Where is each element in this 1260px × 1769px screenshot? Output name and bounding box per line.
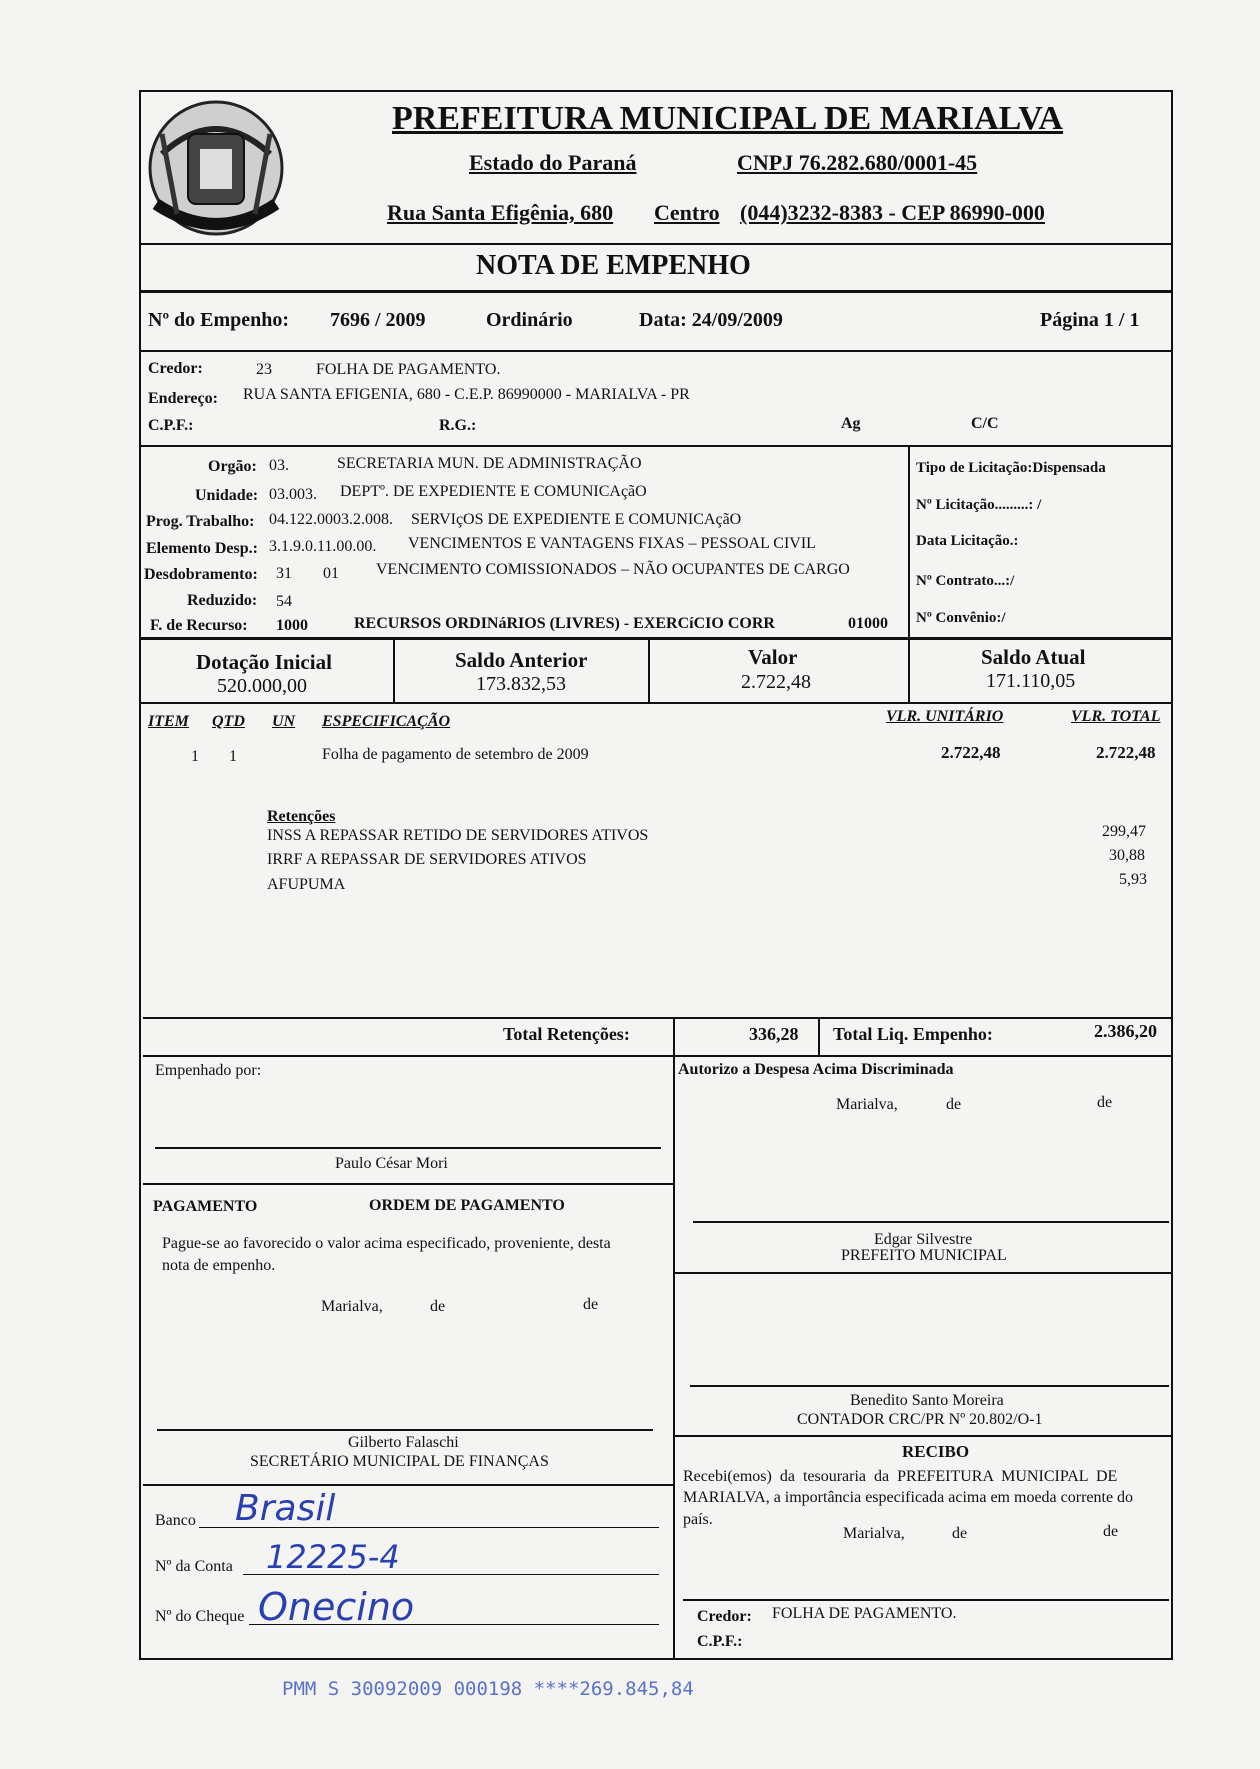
total-liq-value: 2.386,20: [1094, 1021, 1157, 1041]
de-label: de: [952, 1525, 968, 1542]
total-liq-label: Total Liq. Empenho:: [833, 1024, 993, 1044]
divider: [143, 1484, 675, 1486]
saldo-anterior-value: 173.832,53: [476, 673, 566, 695]
divider: [139, 637, 1171, 640]
credor-name: FOLHA DE PAGAMENTO.: [316, 361, 501, 378]
empenho-number: 7696 / 2009: [330, 309, 426, 331]
cpf-label: C.P.F.:: [697, 1633, 743, 1650]
total-retencoes-label: Total Retenções:: [503, 1024, 630, 1044]
table-row-item: 1: [191, 748, 199, 765]
endereco-label: Endereço:: [148, 390, 218, 407]
pague-text-line1: Pague-se ao favorecido o valor acima especificado, proveniente, desta: [162, 1235, 611, 1252]
empenho-type: Ordinário: [486, 309, 573, 331]
dotacao-inicial-value: 520.000,00: [217, 675, 307, 697]
divider: [908, 640, 910, 702]
divider: [673, 1055, 675, 1660]
table-row-unit: 2.722,48: [941, 743, 1001, 762]
unidade-code: 03.003.: [269, 486, 317, 503]
conta-handwriting: 12225-4: [266, 1538, 400, 1576]
table-row-qtd: 1: [229, 748, 237, 765]
divider: [139, 243, 1171, 245]
signature-line: [690, 1385, 1169, 1387]
empenhado-name: Paulo César Mori: [335, 1155, 448, 1172]
col-spec-header: ESPECIFICAÇÃO: [322, 713, 451, 730]
signature-line: [693, 1221, 1169, 1223]
prefeito-name: Edgar Silvestre: [874, 1231, 973, 1248]
ag-label: Ag: [841, 415, 861, 432]
pague-text-line2: nota de empenho.: [162, 1257, 276, 1274]
endereco-value: RUA SANTA EFIGENIA, 680 - C.E.P. 86990000 - MARIALVA - PR: [243, 386, 690, 403]
credor-label: Credor:: [148, 360, 203, 377]
secretary-name: Gilberto Falaschi: [348, 1434, 459, 1451]
address-district: Centro: [654, 200, 720, 225]
signature-line: [683, 1599, 1169, 1601]
orgao-label: Orgão:: [208, 458, 257, 475]
signature-line: [157, 1429, 653, 1431]
divider: [139, 702, 1171, 704]
licitacao-data: Data Licitação.:: [916, 533, 1019, 549]
recibo-title: RECIBO: [902, 1442, 970, 1461]
conta-label: Nº da Conta: [155, 1558, 233, 1575]
divider: [675, 1435, 1173, 1437]
divider: [143, 1055, 1173, 1057]
de-label: de: [1097, 1094, 1113, 1111]
secretary-title: SECRETÁRIO MUNICIPAL DE FINANÇAS: [250, 1453, 549, 1470]
recurso-number: 01000: [848, 615, 888, 632]
recurso-desc: RECURSOS ORDINáRIOS (LIVRES) - EXERCíCIO CORR: [354, 615, 775, 632]
prefeito-title: PREFEITO MUNICIPAL: [841, 1247, 1007, 1264]
page-number: Página 1 / 1: [1040, 309, 1140, 331]
col-qtd-header: QTD: [212, 713, 245, 730]
retencoes-title: Retenções: [267, 808, 336, 825]
rg-label: R.G.:: [439, 417, 477, 434]
divider: [673, 1017, 675, 1057]
total-retencoes-value: 336,28: [749, 1024, 799, 1044]
document-title: NOTA DE EMPENHO: [476, 250, 751, 281]
retencao-value: 299,47: [1102, 823, 1146, 840]
desdobramento-code: 31: [276, 565, 292, 582]
table-row-spec: Folha de pagamento de setembro de 2009: [322, 746, 589, 763]
divider: [908, 445, 910, 638]
autorizo-label: Autorizo a Despesa Acima Discriminada: [678, 1061, 954, 1078]
ordem-pagamento-label: ORDEM DE PAGAMENTO: [369, 1197, 565, 1214]
pagamento-label: PAGAMENTO: [153, 1198, 258, 1215]
cheque-label: Nº do Cheque: [155, 1608, 245, 1625]
divider: [143, 1183, 675, 1185]
saldo-atual-label: Saldo Atual: [981, 645, 1086, 669]
licitacao-numero: Nº Licitação.........: /: [916, 497, 1042, 513]
banco-label: Banco: [155, 1512, 196, 1529]
divider: [143, 1017, 1173, 1019]
prog-desc: SERVIçOS DE EXPEDIENTE E COMUNICAçãO: [411, 511, 742, 528]
licitacao-tipo: Tipo de Licitação:Dispensada: [916, 460, 1106, 476]
elemento-label: Elemento Desp.:: [146, 540, 258, 557]
banco-handwriting: Brasil: [235, 1488, 336, 1529]
marialva-label: Marialva,: [843, 1525, 905, 1542]
retencao-desc: INSS A REPASSAR RETIDO DE SERVIDORES ATIVOS: [267, 827, 649, 844]
signature-line: [155, 1147, 661, 1149]
empenho-date: Data: 24/09/2009: [639, 309, 783, 331]
de-label: de: [946, 1096, 962, 1113]
marialva-label: Marialva,: [836, 1096, 898, 1113]
divider: [675, 1272, 1173, 1274]
de-label: de: [583, 1296, 599, 1313]
retencao-value: 30,88: [1109, 847, 1145, 864]
retencao-desc: IRRF A REPASSAR DE SERVIDORES ATIVOS: [267, 851, 587, 868]
desdobramento-sub: 01: [323, 565, 339, 582]
prog-label: Prog. Trabalho:: [146, 513, 255, 530]
divider: [139, 445, 1171, 447]
recibo-text-line2: MARIALVA, a importância especificada acima em moeda corrente do: [683, 1489, 1134, 1506]
desdobramento-label: Desdobramento:: [144, 566, 258, 583]
table-row-total: 2.722,48: [1096, 743, 1156, 762]
dotacao-inicial-label: Dotação Inicial: [196, 650, 332, 674]
col-total-header: VLR. TOTAL: [1071, 708, 1161, 725]
credor-value: FOLHA DE PAGAMENTO.: [772, 1605, 957, 1622]
municipality-title: PREFEITURA MUNICIPAL DE MARIALVA: [392, 100, 1063, 137]
cnpj: CNPJ 76.282.680/0001-45: [737, 150, 978, 175]
retencao-desc: AFUPUMA: [267, 876, 346, 893]
cpf-label: C.P.F.:: [148, 417, 194, 434]
elemento-desc: VENCIMENTOS E VANTAGENS FIXAS – PESSOAL CIVIL: [408, 535, 816, 552]
elemento-code: 3.1.9.0.11.00.00.: [269, 538, 377, 555]
divider: [818, 1017, 820, 1057]
empenhado-label: Empenhado por:: [155, 1062, 262, 1079]
coat-of-arms-logo: [142, 94, 290, 244]
unidade-desc: DEPTº. DE EXPEDIENTE E COMUNICAçãO: [340, 483, 647, 500]
recibo-text-line3: país.: [683, 1511, 713, 1528]
col-un-header: UN: [272, 713, 296, 730]
recurso-code: 1000: [276, 617, 308, 634]
de-label: de: [1103, 1523, 1119, 1540]
desdobramento-desc: VENCIMENTO COMISSIONADOS – NÃO OCUPANTES DE CARGO: [376, 561, 850, 578]
reduzido-label: Reduzido:: [187, 592, 258, 609]
col-unit-header: VLR. UNITÁRIO: [886, 708, 1004, 725]
bank-stamp: PMM S 30092009 000198 ****269.845,84: [282, 1678, 694, 1700]
valor-label: Valor: [748, 645, 798, 669]
contrato: Nº Contrato...:/: [916, 573, 1015, 589]
saldo-atual-value: 171.110,05: [986, 670, 1076, 692]
divider: [139, 350, 1171, 352]
contador-title: CONTADOR CRC/PR Nº 20.802/O-1: [797, 1411, 1043, 1428]
convenio: Nº Convênio:/: [916, 610, 1006, 626]
retencao-value: 5,93: [1119, 871, 1147, 888]
address-street: Rua Santa Efigênia, 680: [387, 200, 614, 225]
reduzido-code: 54: [276, 593, 292, 610]
marialva-label: Marialva,: [321, 1298, 383, 1315]
cc-label: C/C: [971, 415, 999, 432]
cheque-handwriting: Onecino: [258, 1585, 415, 1629]
divider: [139, 290, 1171, 293]
unidade-label: Unidade:: [195, 487, 259, 504]
prog-code: 04.122.0003.2.008.: [269, 511, 393, 528]
contador-name: Benedito Santo Moreira: [850, 1392, 1004, 1409]
state-name: Estado do Paraná: [469, 150, 637, 175]
phone-cep: (044)3232-8383 - CEP 86990-000: [740, 200, 1045, 225]
recibo-text-line1: Recebi(emos) da tesouraria da PREFEITURA MUNICIPAL DE: [683, 1468, 1118, 1485]
valor-value: 2.722,48: [741, 671, 811, 693]
de-label: de: [430, 1298, 446, 1315]
orgao-desc: SECRETARIA MUN. DE ADMINISTRAÇÃO: [337, 455, 642, 472]
saldo-anterior-label: Saldo Anterior: [455, 648, 588, 672]
divider: [393, 640, 395, 702]
orgao-code: 03.: [269, 457, 289, 474]
recurso-label: F. de Recurso:: [150, 617, 248, 634]
credor-label: Credor:: [697, 1608, 752, 1625]
divider: [648, 640, 650, 702]
col-item-header: ITEM: [148, 713, 189, 730]
empenho-label: Nº do Empenho:: [148, 309, 290, 331]
credor-code: 23: [256, 361, 272, 378]
